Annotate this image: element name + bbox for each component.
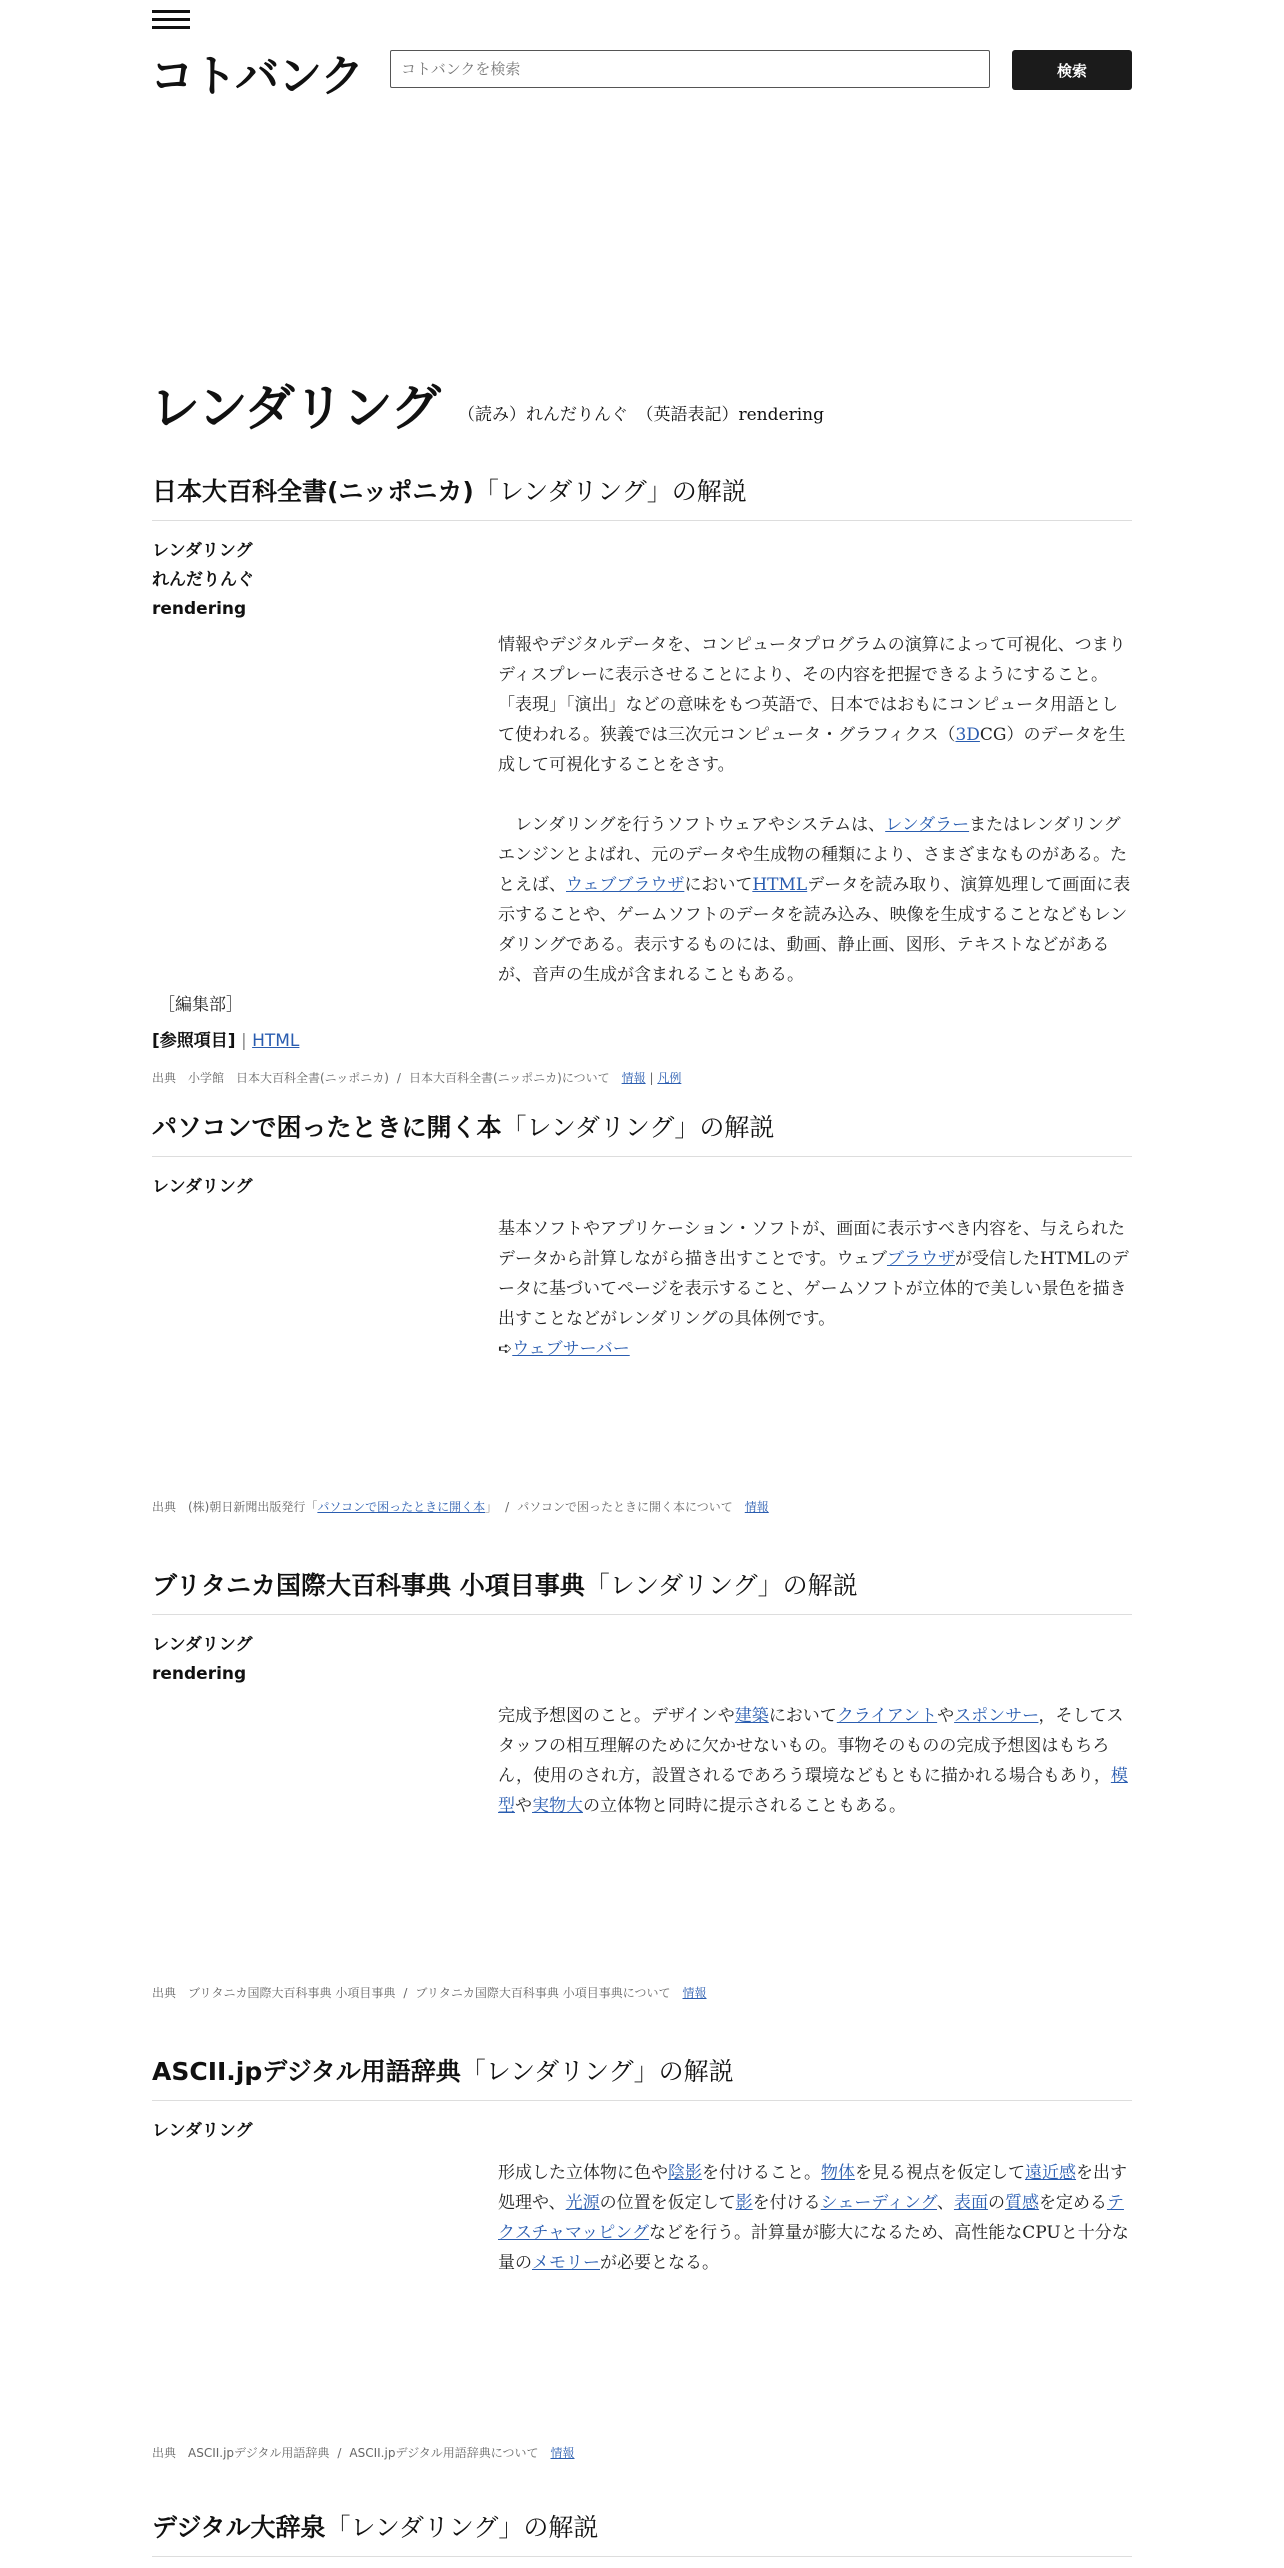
section-heading: [152, 2508, 1132, 2557]
entry-body: [498, 1214, 1132, 1364]
reference-items: [参照項目] | HTML: [152, 1031, 300, 1051]
dictionary-name: デジタル大辞泉: [152, 2513, 326, 2542]
entry-words: [152, 2117, 1132, 2146]
site-logo[interactable]: コトバンク: [150, 51, 364, 102]
entry-words: [152, 537, 1132, 624]
dictionary-name: ASCII.jpデジタル用語辞典: [152, 2057, 461, 2086]
entry-english: rendering: [152, 599, 247, 619]
link-web-server[interactable]: ウェブサーバー: [512, 1339, 630, 1359]
section-heading: [152, 1566, 1132, 1615]
dictionary-name: パソコンで困ったときに開く本: [152, 1113, 502, 1142]
link-surface[interactable]: 表面: [953, 2193, 988, 2213]
link-client[interactable]: クライアント: [836, 1706, 938, 1726]
source-info-link[interactable]: 情報: [744, 1500, 769, 1514]
section-britannica: [152, 1566, 1132, 2000]
source-line: 出典 (株)朝日新聞出版発行「パソコンで困ったときに開く本」 / パソコンで困ったときに開く本について 情報: [152, 1500, 769, 1514]
paragraph: 情報やデジタルデータを、コンピュータプログラムの演算によって可視化、つまりディスプレーに表示させることにより、その内容を把握できるようにすること。「表現」「演出」などの意味をもつ英語で、日本ではおもにコンピュータ用語として使われる。狭義では三次元コンピュータ・グラフィクス（3DCG）のデータを生成して可視化することをさす。: [498, 635, 1126, 775]
section-nipponica: [152, 472, 1132, 1086]
link-object[interactable]: 物体: [821, 2163, 855, 2183]
link-texture-quality[interactable]: 質感: [1004, 2193, 1039, 2213]
section-heading: [152, 1108, 1132, 1157]
link-browser[interactable]: ブラウザ: [886, 1249, 955, 1269]
section-ascii: [152, 2052, 1132, 2460]
editor-note: ［編集部］: [158, 995, 243, 1015]
entry-words: [152, 1173, 1132, 1202]
link-web-browser[interactable]: ウェブブラウザ: [566, 875, 685, 895]
paragraph: 基本ソフトやアプリケーション・ソフトが、画面に表示すべき内容を、与えられたデータから計算しながら描き出すことです。ウェブブラウザが受信したHTMLのデータに基づいてページを表示すること、ゲームソフトが立体的で美しい景色を描き出すことなどがレンダリングの具体例です。: [498, 1219, 1129, 1329]
arrow-icon: ➪: [498, 1339, 513, 1359]
heading-suffix: 「レンダリング」の解説: [584, 1571, 858, 1600]
page-title: レンダリング: [150, 379, 440, 437]
source-info-link[interactable]: 情報: [682, 1986, 707, 2000]
source-line: 出典 ASCII.jpデジタル用語辞典 / ASCII.jpデジタル用語辞典について 情報: [152, 2446, 575, 2460]
link-html[interactable]: HTML: [752, 875, 808, 895]
entry-reading: れんだりんぐ: [152, 570, 254, 590]
title-reading: （読み）れんだりんぐ （英語表記）rendering: [458, 405, 824, 425]
link-3d[interactable]: 3D: [955, 725, 980, 745]
source-line: 出典 小学館 日本大百科全書(ニッポニカ) / 日本大百科全書(ニッポニカ)について 情報 | 凡例: [152, 1071, 682, 1085]
section-pasokon: [152, 1108, 1132, 1514]
reference-link-html[interactable]: HTML: [252, 1031, 300, 1051]
entry-english: rendering: [152, 1664, 247, 1684]
section-daijisen: [152, 2508, 1132, 2557]
source-info-link[interactable]: 情報: [550, 2446, 575, 2460]
link-full-scale[interactable]: 実物大: [532, 1796, 583, 1816]
search-button[interactable]: 検索: [1012, 50, 1132, 90]
link-shadow[interactable]: 影: [735, 2193, 753, 2213]
entry-words: [152, 1631, 1132, 1689]
dictionary-name: 日本大百科全書(ニッポニカ): [152, 477, 474, 506]
see-also: [498, 1334, 1132, 1364]
heading-suffix: 「レンダリング」の解説: [460, 2057, 734, 2086]
link-memory[interactable]: メモリー: [532, 2253, 600, 2273]
heading-suffix: 「レンダリング」の解説: [325, 2513, 599, 2542]
heading-suffix: 「レンダリング」の解説: [501, 1113, 775, 1142]
source-info-link[interactable]: 情報: [621, 1071, 646, 1085]
link-light-source[interactable]: 光源: [565, 2193, 600, 2213]
entry-body: 形成した立体物に色や陰影を付けること。物体を見る視点を仮定して遠近感を出す処理や、光源の位置を仮定して影を付けるシェーディング、表面の質感を定めるテクスチャマッピングなどを行う。計算量が膨大になるため、高性能なCPUと十分な量のメモリーが必要となる。: [498, 2163, 1129, 2273]
link-shading[interactable]: シェーディング: [820, 2193, 937, 2213]
heading-suffix: 「レンダリング」の解説: [473, 477, 747, 506]
entry-word: レンダリング: [152, 541, 253, 561]
link-architecture[interactable]: 建築: [734, 1706, 769, 1726]
link-model[interactable]: 模型: [498, 1766, 1128, 1816]
section-heading: [152, 472, 1132, 521]
paragraph-d: データを読み取り、演算処理して画面に表示することや、ゲームソフトのデータを読み込み、映像を生成することなどもレンダリングである。表示するものには、動画、静止画、図形、テキストなどがあるが、音声の生成が含まれることもある。: [498, 875, 1131, 985]
entry-word: レンダリング: [152, 1177, 253, 1197]
link-shading-shadow[interactable]: 陰影: [668, 2163, 702, 2183]
entry-body: [152, 630, 1132, 1020]
dictionary-name: ブリタニカ国際大百科事典 小項目事典: [152, 1571, 585, 1600]
link-perspective[interactable]: 遠近感: [1025, 2163, 1076, 2183]
source-legend-link[interactable]: 凡例: [657, 1071, 682, 1085]
entry-body: 完成予想図のこと。デザインや建築においてクライアントやスポンサー，そしてスタッフの相互理解のために欠かせないもの。事物そのものの完成予想図はもちろん，使用のされ方，設置されるであろう環境などもともに描かれる場合もあり，模型や実物大の立体物と同時に提示されることもある。: [498, 1706, 1128, 1816]
entry-word: レンダリング: [152, 1635, 253, 1655]
entry-word: レンダリング: [152, 2121, 253, 2141]
section-heading: [152, 2052, 1132, 2101]
link-sponsor[interactable]: スポンサー: [954, 1706, 1039, 1726]
link-texture-mapping[interactable]: テクスチャマッピング: [498, 2193, 1124, 2243]
paragraph: レンダリングを行うソフトウェアやシステムは、レンダラーまたはレンダリングエンジンとよばれ、元のデータや生成物の種類により、さまざまなものがある。たとえば、ウェブブラウザにおいてHTMLデータを読み取り、演算処理して画面に表示することや、ゲームソフトのデータを読み込み、映像を生成することなどもレンダリングである。表示するものには、動画、静止画、図形、テキストなどがあるが、音声の生成が含まれることもある。: [498, 815, 1131, 985]
hamburger-menu-icon[interactable]: [152, 10, 190, 32]
source-book-link[interactable]: パソコンで困ったときに開く本: [317, 1500, 486, 1514]
source-line: 出典 ブリタニカ国際大百科事典 小項目事典 / ブリタニカ国際大百科事典 小項目事典について 情報: [152, 1986, 707, 2000]
search-input[interactable]: [390, 50, 990, 88]
link-renderer[interactable]: レンダラー: [885, 815, 970, 835]
